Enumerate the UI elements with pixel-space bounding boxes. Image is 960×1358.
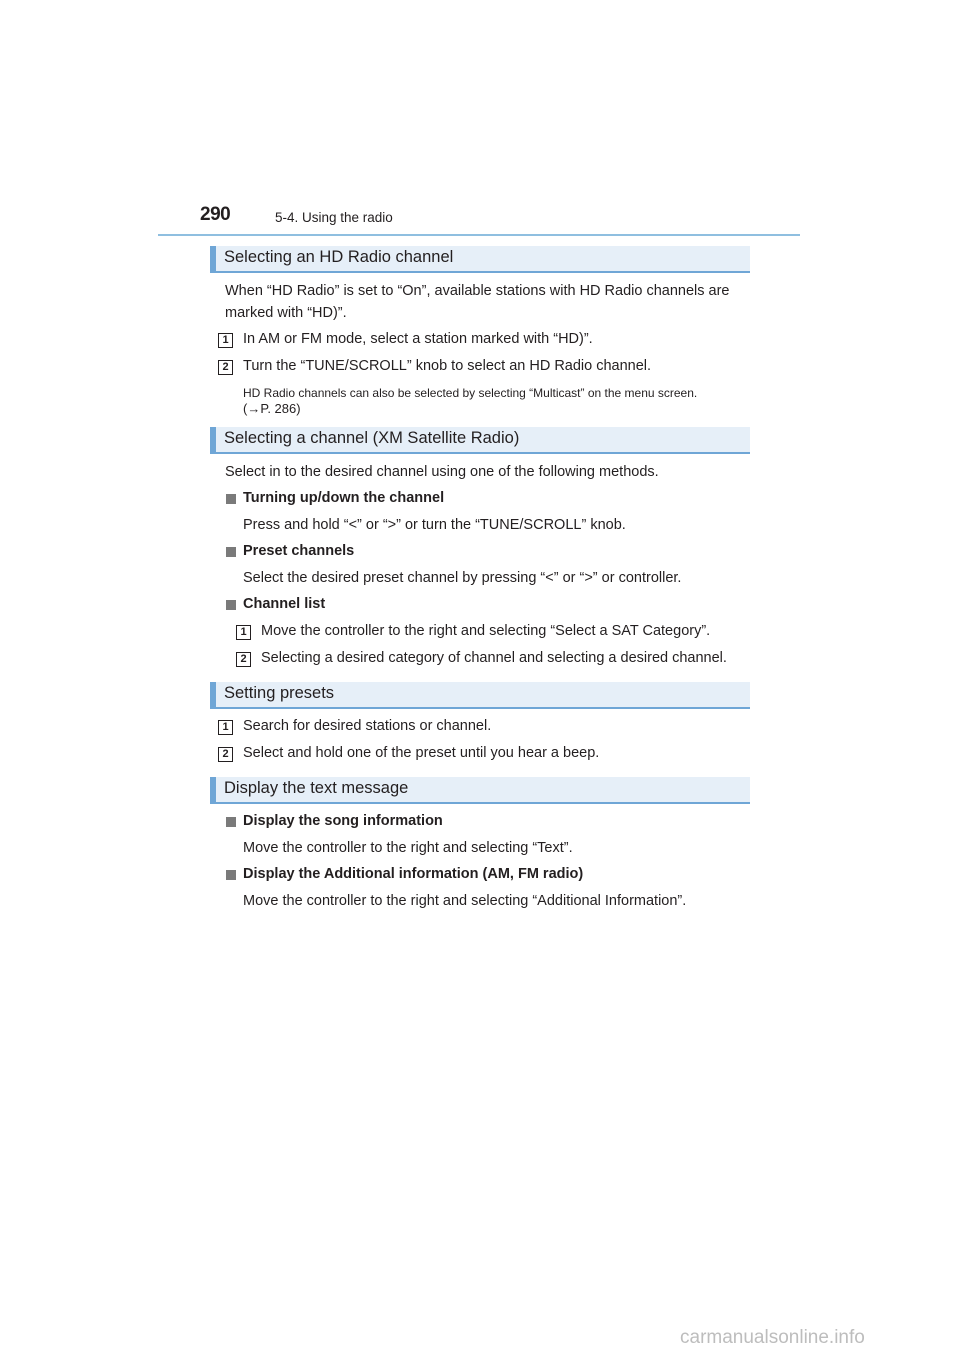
- section-title: Setting presets: [224, 684, 335, 702]
- step-badge: 2: [218, 747, 233, 762]
- xm-list-heading: Channel list: [243, 596, 326, 612]
- chapter-title: 5-4. Using the radio: [275, 210, 393, 225]
- section-text-message: [210, 777, 750, 804]
- hd-step2: Turn the “TUNE/SCROLL” knob to select an HD Radio channel.: [243, 358, 652, 374]
- xm-turn-heading: Turning up/down the channel: [243, 490, 445, 506]
- additional-heading: Display the Additional information (AM, FM radio): [243, 866, 584, 882]
- bullet-square: [226, 817, 236, 827]
- watermark: carmanualsonline.info: [680, 1327, 865, 1348]
- section-title: Selecting an HD Radio channel: [224, 248, 454, 266]
- song-text: Move the controller to the right and selecting “Text”.: [243, 840, 573, 856]
- hd-step1: In AM or FM mode, select a station marked with “HD)”.: [243, 331, 593, 347]
- step-badge: 2: [218, 360, 233, 375]
- step-badge: 2: [236, 652, 251, 667]
- xm-list-step2: Selecting a desired category of channel and selecting a desired channel.: [261, 650, 727, 666]
- xm-turn-text: Press and hold “<” or “>” or turn the “TUNE/SCROLL” knob.: [243, 517, 626, 533]
- hd-note-line2: (→P. 286): [243, 401, 301, 416]
- step-badge: 1: [218, 333, 233, 348]
- step-badge: 1: [218, 720, 233, 735]
- hd-intro-line2: marked with “HD)”.: [225, 305, 347, 321]
- bullet-square: [226, 547, 236, 557]
- section-hd-radio: [210, 246, 750, 273]
- bullet-square: [226, 494, 236, 504]
- hd-intro-line1: When “HD Radio” is set to “On”, available stations with HD Radio channels are: [225, 283, 730, 299]
- presets-step1: Search for desired stations or channel.: [243, 718, 492, 734]
- hd-note-line1: HD Radio channels can also be selected by selecting “Multicast” on the menu screen.: [243, 386, 698, 400]
- xm-list-step1: Move the controller to the right and selecting “Select a SAT Category”.: [261, 623, 711, 639]
- page-number: 290: [200, 204, 231, 225]
- presets-step2: Select and hold one of the preset until you hear a beep.: [243, 745, 600, 761]
- section-setting-presets: [210, 682, 750, 709]
- xm-preset-heading: Preset channels: [243, 543, 355, 559]
- section-title: Selecting a channel (XM Satellite Radio): [224, 429, 520, 447]
- xm-preset-text: Select the desired preset channel by pressing “<” or “>” or controller.: [243, 570, 682, 586]
- section-title: Display the text message: [224, 779, 409, 797]
- bullet-square: [226, 870, 236, 880]
- bullet-square: [226, 600, 236, 610]
- xm-intro: Select in to the desired channel using one of the following methods.: [225, 464, 659, 480]
- song-heading: Display the song information: [243, 813, 443, 829]
- additional-text: Move the controller to the right and selecting “Additional Information”.: [243, 893, 687, 909]
- step-badge: 1: [236, 625, 251, 640]
- page-header: [158, 200, 800, 236]
- section-xm-radio: [210, 427, 750, 454]
